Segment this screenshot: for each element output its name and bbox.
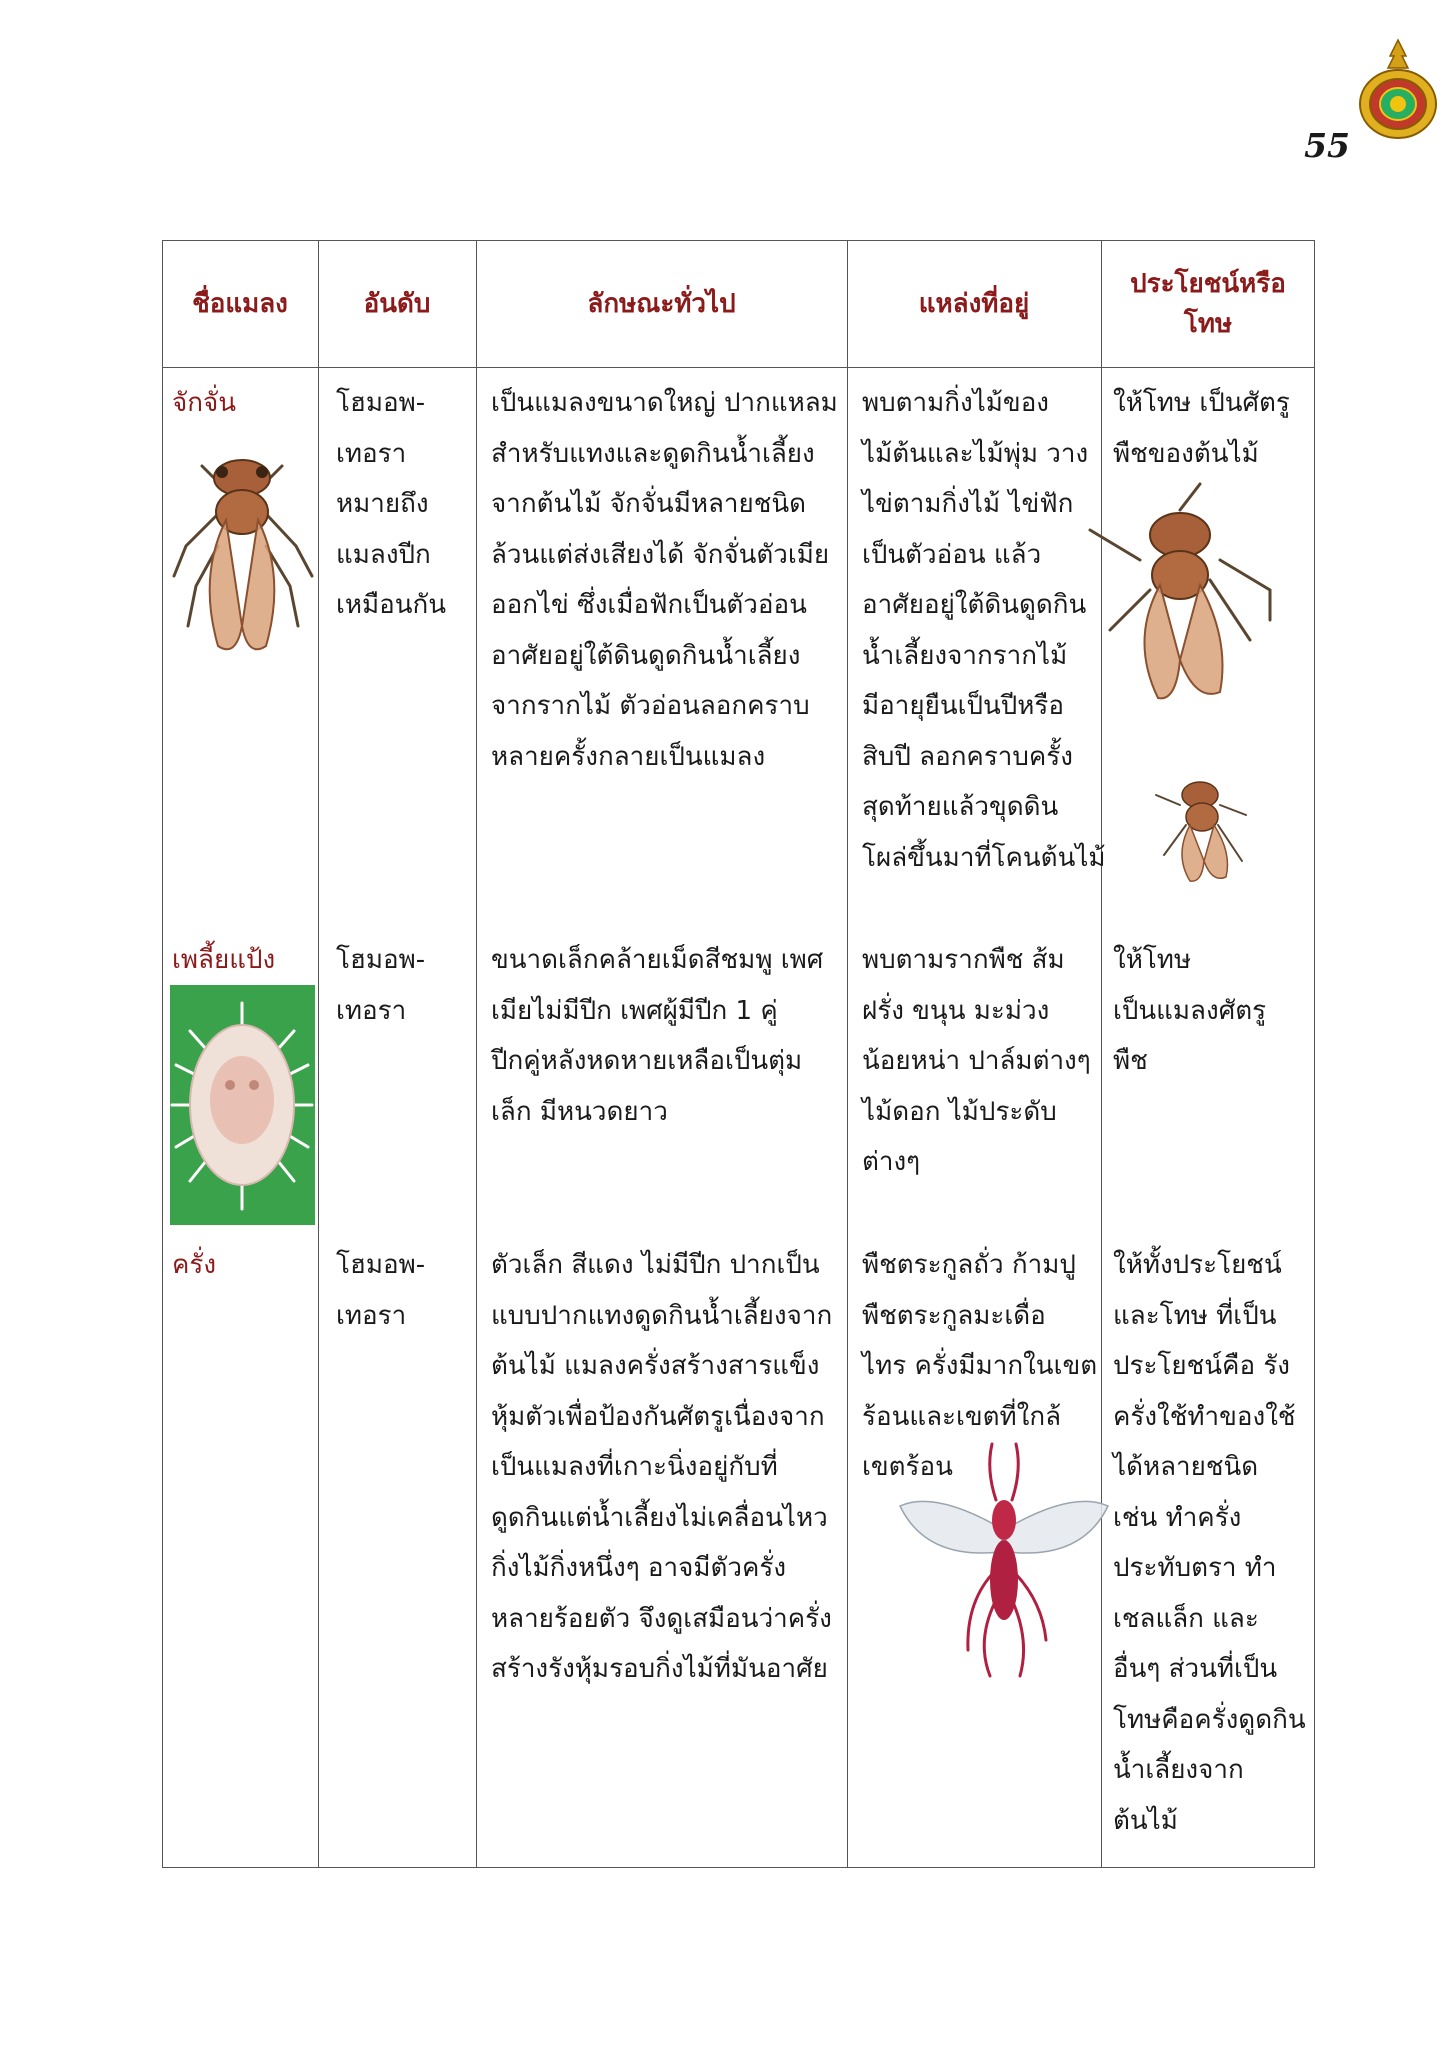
header-order: อันดับ [363, 288, 431, 319]
row-1-habitat: พบตามกิ่งไม้ของ ไม้ต้นและไม้พุ่ม วาง ไข่ตามกิ่งไม้ ไข่ฟัก เป็นตัวอ่อน แล้ว อาศัยอยู่ใต้ดินดูดกิน น้ำเลี้ยงจากรากไม้ มีอายุยืนเป็นปีหรือ สิบปี ลอกคราบครั้ง สุดท้ายแล้วขุดดิน โผล่ขึ้นมาที่โคนต้นไม้ [862, 388, 1106, 873]
cicada-illustration-large [1080, 480, 1280, 705]
row-1-insect-name: จักจั่น [172, 388, 236, 418]
header-divider [162, 367, 1315, 368]
row-2-habitat: พบตามรากพืช ส้ม ฝรั่ง ขนุน มะม่วง น้อยหน่า ปาล์มต่างๆ ไม้ดอก ไม้ประดับ ต่างๆ [862, 945, 1091, 1177]
row-1-features: เป็นแมลงขนาดใหญ่ ปากแหลม สำหรับแทงและดูดกินน้ำเลี้ยง จากต้นไม้ จักจั่นมีหลายชนิด ล้วนแต่ส่งเสียงได้ จักจั่นตัวเมีย ออกไข่ ซึ่งเมื่อฟักเป็นตัวอ่อน อาศัยอยู่ใต้ดินดูดกินน้ำเลี้ยง จากรากไม้ ตัวอ่อนลอกคราบ หลายครั้งกลายเป็นแมลง [491, 388, 838, 772]
column-divider [476, 240, 477, 1868]
row-3-impact: ให้ทั้งประโยชน์ และโทษ ที่เป็น ประโยชน์คือ รัง ครั่งใช้ทำของใช้ ได้หลายชนิด เช่น ทำครั่ง ประทับตรา ทำ เชลแล็ก และ อื่นๆ ส่วนที่เป็น โทษคือครั่งดูดกิน น้ำเลี้ยงจาก ต้นไม้ [1113, 1250, 1306, 1836]
row-3-insect-name: ครั่ง [172, 1250, 217, 1280]
row-2-impact: ให้โทษ เป็นแมลงศัตรู พืช [1113, 945, 1267, 1076]
lac-insect-illustration [896, 1440, 1111, 1680]
column-divider [847, 240, 848, 1868]
row-1-impact: ให้โทษ เป็นศัตรู พืชของต้นไม้ [1113, 388, 1290, 469]
row-2-features: ขนาดเล็กคล้ายเม็ดสีชมพู เพศ เมียไม่มีปีก เพศผู้มีปีก 1 คู่ ปีกคู่หลังหดหายเหลือเป็นตุ่ม เล็ก มีหนวดยาว [491, 945, 824, 1127]
cicada-illustration-small [1150, 765, 1255, 885]
mealybug-illustration [170, 985, 315, 1225]
cicada-illustration [166, 426, 318, 664]
row-3-habitat: พืชตระกูลถั่ว ก้ามปู พืชตระกูลมะเดื่อ ไทร ครั่งมีมากในเขต ร้อนและเขตที่ใกล้ เขตร้อน [862, 1250, 1098, 1482]
column-divider [318, 240, 319, 1868]
row-2-insect-name: เพลี้ยแป้ง [172, 945, 276, 975]
row-1-order: โฮมอพ- เทอรา หมายถึง แมลงปีก เหมือนกัน [336, 388, 447, 620]
header-features: ลักษณะทั่วไป [587, 288, 736, 319]
row-2-order: โฮมอพ- เทอรา [336, 945, 426, 1026]
row-3-order: โฮมอพ- เทอรา [336, 1250, 426, 1331]
row-3-features: ตัวเล็ก สีแดง ไม่มีปีก ปากเป็น แบบปากแทงดูดกินน้ำเลี้ยงจาก ต้นไม้ แมลงครั่งสร้างสารแข็ง หุ้มตัวเพื่อป้องกันศัตรูเนื่องจาก เป็นแมลงที่เกาะนิ่งอยู่กับที่ ดูดกินแต่น้ำเลี้ยงไม่เคลื่อนไหว กิ่งไม้กิ่งหนึ่งๆ อาจมีตัวครั่ง หลายร้อยตัว จึงดูเสมือนว่าครั่ง สร้างรังหุ้มรอบกิ่งไม้ที่มันอาศัย [491, 1250, 833, 1684]
header-insect-name: ชื่อแมลง [192, 288, 288, 319]
page-number: 55 [1304, 126, 1350, 165]
header-impact: ประโยชน์หรือ โทษ [1130, 268, 1286, 339]
header-habitat: แหล่งที่อยู่ [918, 288, 1030, 319]
emblem-logo [1356, 38, 1440, 142]
